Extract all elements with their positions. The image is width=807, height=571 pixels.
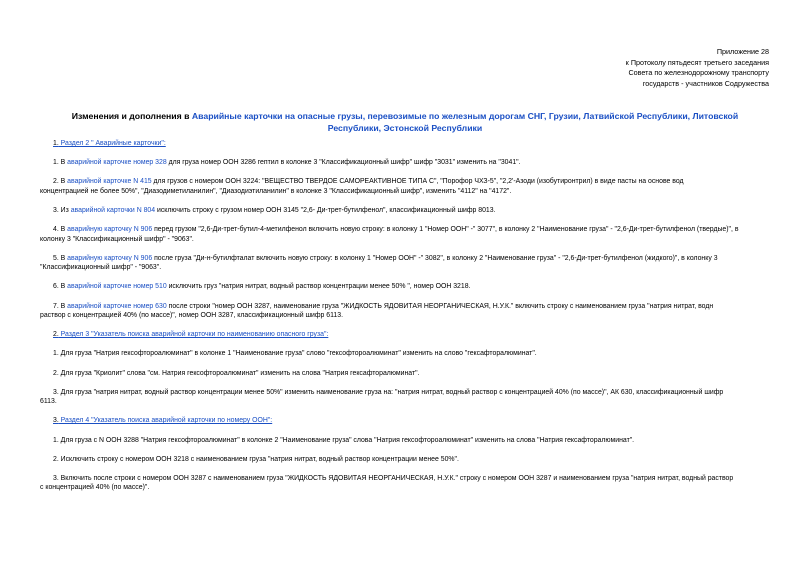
section-number: 3. — [53, 417, 59, 425]
item-text: 3. Из — [53, 207, 71, 215]
item-text: для груза номер ООН 3286 гептил в колонке 3 "Классификационный шифр" шифр "3031" изменить на "3041". — [166, 159, 521, 167]
item-text: 2. Для груза "Криолит" слова "см. Натрия гексофтороалюминат" изменить на слова "Натрия гексафторалюминат". — [53, 369, 420, 377]
item-text: 1. Для груза с N ООН 3288 "Натрия гексофтороалюминат" в колонке 2 "Наименование груза" слова "Натрия гексофтороалюминат" изменить на слова "Натрия гексафторалюминат". — [53, 436, 635, 444]
item-text: исключить груз "натрия нитрат, водный раствор концентрации менее 50% ", номер ООН 3218. — [166, 283, 471, 291]
emergency-card-link[interactable]: аварийной карточке N 415 — [67, 178, 152, 186]
spacer — [40, 196, 770, 206]
item-text: 6. В — [53, 283, 68, 291]
item-text: после груза "Ди-н-бутилфталат включить новую строку: в колонку 1 "Номер ООН" -" 3082", в колонку 2 "Наименование груза" - "2,6-Ди-трет-бутилфенол (жидкого)", в колонку 3 — [152, 254, 718, 262]
document-title — [40, 110, 770, 134]
section-number: 2. — [53, 331, 59, 339]
list-item-line — [40, 474, 770, 483]
list-item — [40, 177, 770, 196]
emergency-card-link[interactable]: аварийную карточку N 906 — [67, 254, 153, 262]
list-item — [40, 474, 770, 493]
list-item-line: раствор с концентрацией 40% (по массе)", номер ООН 3287, классификационный шифр 6113. — [40, 312, 343, 320]
spacer — [40, 445, 770, 455]
emergency-card-link[interactable]: аварийную карточку N 906 — [67, 226, 153, 234]
appendix-line: Совета по железнодорожному транспорту — [628, 68, 769, 78]
item-text: 5. В — [53, 254, 68, 262]
spacer — [40, 320, 770, 330]
appendix-line: государств - участников Содружества — [642, 78, 769, 88]
list-item — [40, 206, 770, 215]
list-item — [40, 302, 770, 321]
spacer — [40, 493, 770, 503]
item-text: исключить строку с грузом номер ООН 3145 "2,6- Ди-трет-бутилфенол", классификационный шифр 8013. — [155, 207, 496, 215]
section-heading-link[interactable] — [53, 140, 166, 147]
spacer — [40, 244, 770, 254]
section-heading-text: Раздел 4 "Указатель поиска аварийной карточки по номеру ООН": — [58, 417, 273, 425]
list-item — [40, 455, 770, 464]
list-item-line — [40, 225, 770, 234]
list-item-line: концентрацией не более 50%", "Диазодиметиланилин", "Диазодиэтиланилин" в колонке 3 "Классификационный шифр", изменить "4112" на "4172". — [40, 187, 512, 195]
title-prefix: Изменения и дополнения в — [71, 111, 192, 121]
section-number: 1. — [53, 140, 59, 147]
spacer — [40, 273, 770, 283]
list-item — [40, 225, 770, 244]
spacer — [40, 340, 770, 350]
title-link[interactable]: Аварийные карточки на опасные грузы, перевозимые по железным дорогам СНГ, Грузии, Латвийской Республики, Литовской — [191, 111, 739, 121]
list-item — [40, 388, 770, 407]
list-item — [40, 436, 770, 445]
emergency-card-link[interactable]: аварийной карточки N 804 — [70, 207, 156, 215]
list-item — [40, 349, 770, 358]
list-item — [40, 369, 770, 378]
spacer — [40, 215, 770, 225]
appendix-line: Приложение 28 — [716, 47, 769, 56]
spacer — [40, 407, 770, 417]
item-text: перед грузом "2,6-Ди-трет-бутил-4-метилфенол включить новую строку: в колонку 1 "Номер ООН" -" 3077", в колонку 2 "Наименование груза" - "2,6-Ди-трет-бутилфенол (твердые)", в — [152, 226, 739, 234]
list-item-line: 6113. — [40, 398, 57, 406]
emergency-card-link[interactable]: аварийной карточке номер 630 — [67, 302, 167, 310]
list-item-line: с концентрацией 40% (по массе)". — [40, 484, 150, 492]
list-item-line: колонку 3 "Классификационный шифр" - "9063". — [40, 235, 194, 243]
appendix-block — [626, 47, 769, 89]
list-item-line — [40, 388, 770, 397]
document-body — [40, 139, 770, 503]
spacer — [40, 292, 770, 302]
emergency-card-link[interactable]: аварийной карточке номер 328 — [67, 159, 167, 167]
section-heading-text: Раздел 2 " Аварийные карточки": — [58, 140, 166, 147]
spacer — [40, 378, 770, 388]
section-heading-link[interactable] — [53, 331, 328, 338]
spacer — [40, 464, 770, 474]
spacer — [40, 426, 770, 436]
spacer — [40, 148, 770, 158]
section-heading-text: Раздел 3 "Указатель поиска аварийной карточки по наименованию опасного груза": — [58, 331, 329, 339]
title-link[interactable]: Республики, Эстонской Республики — [327, 123, 483, 133]
list-item-line: "Классификационный шифр" - "9063". — [40, 264, 162, 272]
list-item — [40, 282, 770, 291]
item-text: для грузов с номером ООН 3224: "ВЕЩЕСТВО ТВЕРДОЕ САМОРЕАКТИВНОЕ ТИПА С", "Порофор ЧХЗ-5", "2,2'-Азоди (изобутиронтрил) в виде пасты на основе вод — [151, 178, 684, 186]
section-heading — [40, 330, 770, 339]
spacer — [40, 359, 770, 369]
section-heading — [40, 416, 770, 425]
item-text: 3. Для груза "натрия нитрат, водный раствор концентрации менее 50%" изменить наименование груза на: "натрия нитрат, водный раствор с концентрацией 40% (по массе)", АК 630, классификационный шифр — [53, 388, 724, 396]
item-text: 7. В — [53, 302, 68, 310]
list-item — [40, 254, 770, 273]
item-text: 1. Для груза "Натрия гексофтороалюминат" в колонке 1 "Наименование груза" слово "гексофтороалюминат" изменить на слово "гексафторалюминат". — [53, 350, 537, 358]
item-text: 1. В — [53, 159, 68, 167]
list-item-line — [40, 254, 770, 263]
list-item — [40, 158, 770, 167]
spacer — [40, 168, 770, 178]
list-item-line — [40, 177, 770, 186]
section-heading — [40, 139, 770, 148]
item-text: после строки "номер ООН 3287, наименование груза "ЖИДКОСТЬ ЯДОВИТАЯ НЕОРГАНИЧЕСКАЯ, Н.У.К." включить строку с наименованием груза "натрия нитрат, водн — [166, 302, 714, 310]
appendix-line: к Протоколу пятьдесят третьего заседания — [625, 57, 769, 67]
section-heading-link[interactable] — [53, 417, 272, 424]
emergency-card-link[interactable]: аварийной карточке номер 510 — [67, 283, 167, 291]
item-text: 3. Включить после строки с номером ООН 3287 с наименованием груза "ЖИДКОСТЬ ЯДОВИТАЯ НЕОРГАНИЧЕСКАЯ, Н.У.К." строку с номером ООН 3287 и наименованием груза "натрия нитрат, водный раствор — [53, 475, 734, 483]
list-item-line — [40, 302, 770, 311]
item-text: 2. В — [53, 178, 68, 186]
item-text: 2. Исключить строку с номером ООН 3218 с наименованием груза "натрия нитрат, водный раствор концентрации менее 50%". — [53, 455, 459, 463]
item-text: 4. В — [53, 226, 68, 234]
